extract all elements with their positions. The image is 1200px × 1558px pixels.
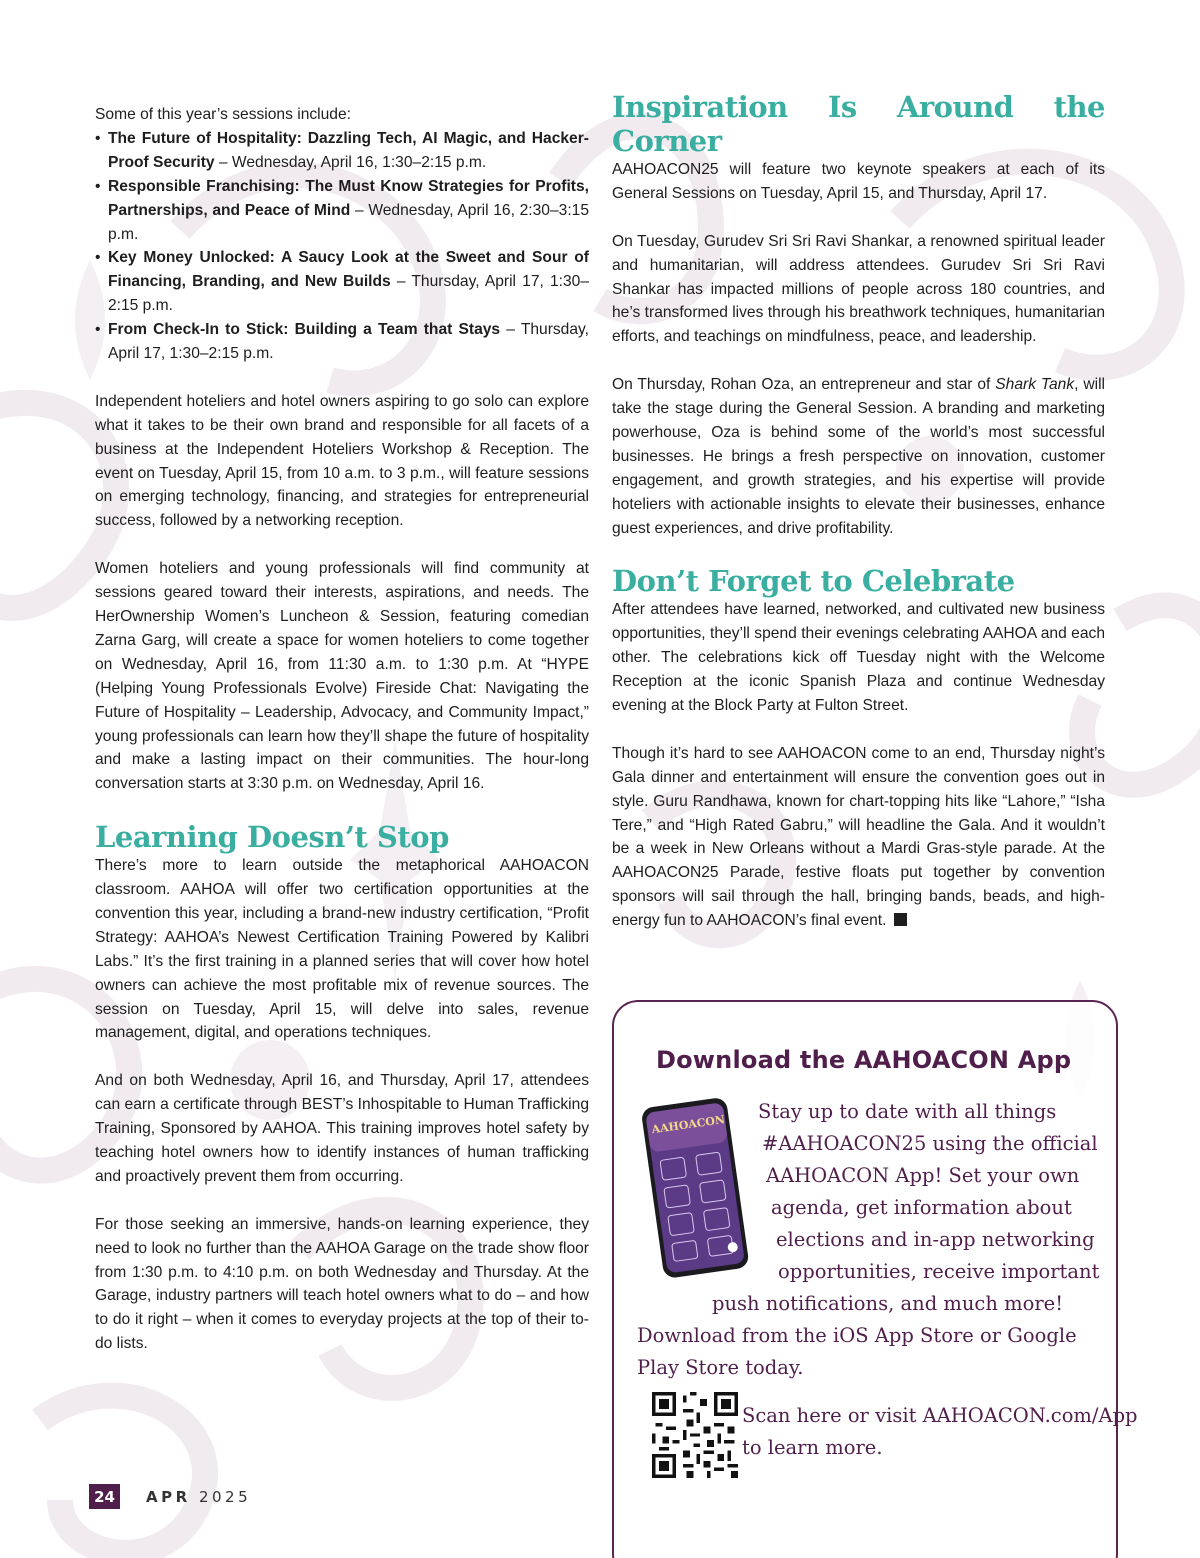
paragraph-keynote: AAHOACON25 will feature two keynote speakers at each of its General Sessions on Tuesday, April 15, and Thursday, April 17. [612,161,1105,202]
left-column [95,103,589,1380]
issue-month: APR [146,1487,191,1506]
sessions-intro: Some of this year’s sessions include: [95,106,351,123]
page-number: 24 [89,1484,120,1509]
sessions-list [95,127,589,366]
phone-screen-logo: AAHOACON [650,1113,726,1137]
oza-text-start: On Thursday, Rohan Oza, an entrepreneur and star of [612,376,996,394]
heading-inspiration: Inspiration Is Around the Corner [612,90,1105,158]
heading-learning: Learning Doesn’t Stop [95,820,449,855]
app-promo-line: Stay up to date with all things [758,1100,1057,1123]
phone-app-icon [638,1094,750,1280]
app-promo-line: elections and in-app networking [776,1228,1095,1251]
paragraph-ravi-shankar: On Tuesday, Gurudev Sri Sri Ravi Shankar, a renowned spiritual leader and humanitarian, will address attendees. Gurudev Sri Sri Ravi Shankar has impacted millions of people across 180 countries, and he’s transformed lives through his breathwork techniques, humanitarian efforts, and teachings on mindfulness, peace, and leadership. [612,232,1105,346]
list-item [95,318,589,366]
app-promo-title: Download the AAHOACON App [656,1046,1072,1074]
gala-text: Though it’s hard to see AAHOACON come to an end, Thursday night’s Gala dinner and entertainment will ensure the convention goes out in style. Guru Randhawa, known for chart-topping hits like “Lahore,” “Isha Tere,” and “High Rated Gabru,” will headline the Gala. And it wouldn’t be a week in New Orleans without a Mardi Gras-style parade. At the AAHOACON25 Parade, festive floats put together by convention sponsors will sail through the hall, bringing bands, beads, and high-energy fun to AAHOACON’s final event. [612,744,1105,930]
session-detail: – Wednesday, April 16, 2:30–3:15 p.m. [108,201,589,243]
qr-caption-line: to learn more. [742,1435,883,1459]
app-promo-line: Download from the iOS App Store or Google [637,1324,1077,1347]
paragraph-celebrate-gala [612,742,1105,933]
end-mark-icon [894,913,907,926]
paragraph-learning-certification: There’s more to learn outside the metaphorical AAHOACON classroom. AAHOA will offer two certification opportunities at the convention this year, including a brand-new industry certification, “Profit Strategy: AAHOA’s Newest Certification Training Powered by Kalibri Labs.” It’s the first training in a planned series that will cover how hotel owners can achieve the most profitable mix of revenue sources. The session on Tuesday, April 15, will delve into sales, revenue management, digital, and operations techniques. [95,857,589,1042]
app-promo-line: push notifications, and much more! [712,1292,1064,1315]
session-detail: – Thursday, April 17, 1:30–2:15 p.m. [108,273,589,315]
issue-year: 2025 [198,1487,252,1506]
paragraph-women-young-professionals: Women hoteliers and young professionals will find community at sessions geared toward their interests, aspirations, and needs. The HerOwnership Women’s Luncheon & Session, featuring comedian Zarna Garg, will create a space for women hoteliers to come together on Wednesday, April 16, from 11:30 a.m. to 1:30 p.m. At “HYPE (Helping Young Professionals Evolve) Fireside Chat: Navigating the Future of Hospitality – Leadership, Advocacy, and Community Impact,” young professionals can learn how they’ll shape the future of hospitality and make a lasting impact on their communities. The hour-long conversation starts at 3:30 p.m. on Wednesday, April 16. [95,560,589,793]
app-promo-line: #AAHOACON25 using the official [762,1132,1098,1155]
session-title: From Check-In to Stick: Building a Team that Stays [108,321,501,339]
qr-caption-line: Scan here or visit AAHOACON.com/App [742,1404,1138,1427]
paragraph-learning-trafficking: And on both Wednesday, April 16, and Thursday, April 17, attendees can earn a certificate through BEST’s Inhospitable to Human Trafficking Training, Sponsored by AAHOA. This training improves hotel safety by teaching hotel owners how to identify instances of human trafficking and proactively prevent them from occurring. [95,1072,589,1185]
list-item [95,175,589,247]
app-promo-line: agenda, get information about [771,1196,1072,1219]
paragraph-celebrate-welcome: After attendees have learned, networked, and cultivated new business opportunities, they’ll spend their evenings celebrating AAHOA and each other. The celebrations kick off Tuesday night with the Welcome Reception at the iconic Spanish Plaza and continue Wednesday evening at the Block Party at Fulton Street. [612,601,1105,714]
qr-caption [742,1400,1138,1464]
issue-date [146,1488,251,1506]
list-item [95,127,589,175]
paragraph-independent-hoteliers: Independent hoteliers and hotel owners aspiring to go solo can explore what it takes to be their own brand and responsible for all facets of a business at the Independent Hoteliers Workshop & Reception. The event on Tuesday, April 15, from 10 a.m. to 3 p.m., will feature sessions on emerging technology, financing, and strategies for entrepreneurial success, followed by a networking reception. [95,392,589,530]
list-item [95,246,589,318]
page-footer [89,1484,251,1509]
app-promo-line: opportunities, receive important [778,1260,1100,1283]
session-detail: – Thursday, April 17, 1:30–2:15 p.m. [108,321,589,363]
paragraph-learning-garage: For those seeking an immersive, hands-on learning experience, they need to look no further than the AAHOA Garage on the trade show floor from 1:30 p.m. to 4:10 p.m. on both Wednesday and Thursday. At the Garage, industry partners will teach hotel owners what to do – and how to do it right – when it comes to everyday projects at the top of their to-do lists. [95,1215,589,1353]
session-detail: – Wednesday, April 16, 1:30–2:15 p.m. [214,153,487,171]
app-promo-line: Play Store today. [637,1356,804,1379]
session-title: The Future of Hospitality: Dazzling Tech, AI Magic, and Hacker-Proof Security [108,129,589,171]
app-promo-line: AAHOACON App! Set your own [766,1164,1080,1187]
app-promo-box [612,1000,1138,1558]
session-title: Key Money Unlocked: A Saucy Look at the Sweet and Sour of Financing, Branding, and New Builds [108,249,589,291]
right-column [612,90,1105,957]
oza-text-end: , will take the stage during the General Session. A branding and marketing powerhouse, Oza is behind some of the world’s most successful businesses. He brings a fresh perspective on innovation, customer engagement, and growth strategies, and his expertise will provide hoteliers with actionable insights to elevate their businesses, enhance guest experiences, and drive profitability. [612,376,1106,537]
session-title: Responsible Franchising: The Must Know Strategies for Profits, Partnerships, and Peace of Mind [108,177,589,219]
show-title: Shark Tank [995,376,1075,394]
qr-code-icon[interactable] [652,1392,738,1478]
paragraph-rohan-oza [612,373,1105,540]
heading-celebrate: Don’t Forget to Celebrate [612,564,1015,599]
